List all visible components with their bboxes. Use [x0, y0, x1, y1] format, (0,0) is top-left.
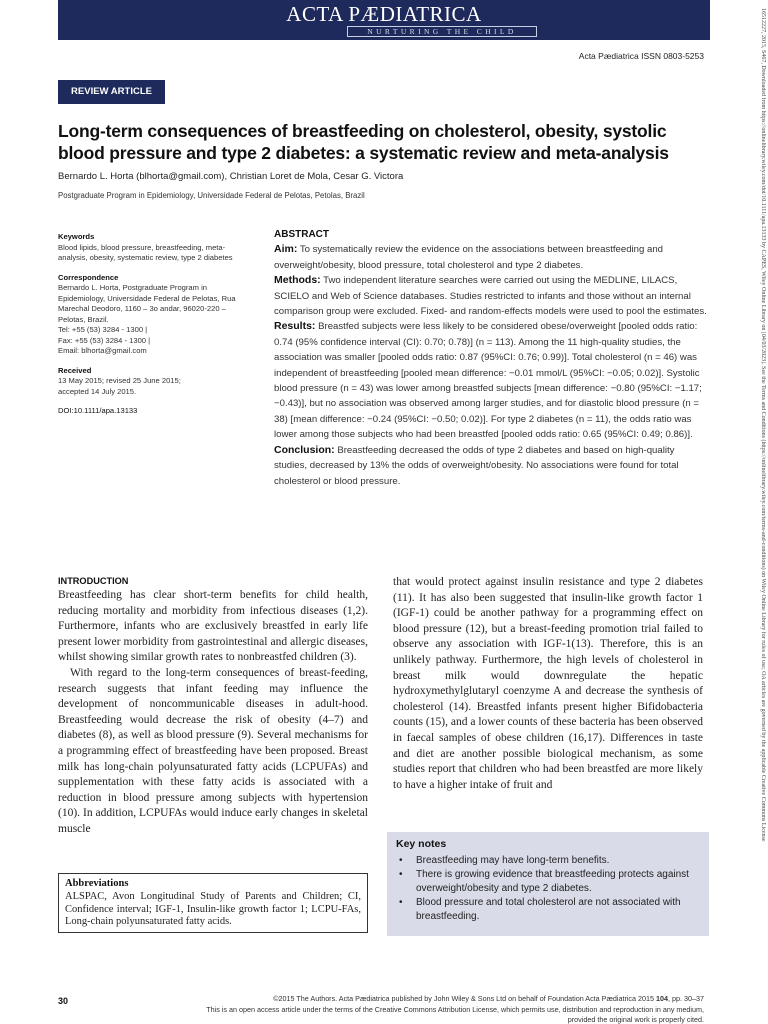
- correspondence-line: Marechal Deodoro, 1160 – 3o andar, 96020-220 –: [58, 304, 226, 313]
- article-title: [58, 120, 710, 164]
- volume-number: 104: [656, 994, 669, 1003]
- bullet-icon: •: [399, 855, 403, 866]
- key-note-text: Blood pressure and total cholesterol are not associated with breastfeeding.: [416, 897, 681, 922]
- title-line-1: Long-term consequences of breastfeeding on cholesterol, obesity, systolic: [58, 121, 667, 141]
- title-line-2: blood pressure and type 2 diabetes: a systematic review and meta-analysis: [58, 143, 669, 163]
- footer-copyright-text: ©2015 The Authors. Acta Pædiatrica published by John Wiley & Sons Ltd on behalf of Foundation Acta Pædiatrica 2015: [273, 994, 657, 1003]
- aim-label: Aim:: [274, 243, 298, 256]
- abstract-heading: ABSTRACT: [274, 229, 329, 240]
- download-notice-strip: [758, 8, 766, 1018]
- received-line: accepted 14 July 2015.: [58, 386, 137, 396]
- footer-line-1: [114, 994, 704, 1005]
- abbreviations-box: [58, 873, 368, 933]
- abstract-methods: [274, 273, 710, 319]
- page-number: 30: [58, 996, 69, 1006]
- key-note-item: [396, 896, 700, 924]
- key-note-text: There is growing evidence that breastfeeding protects against overweight/obesity and type 2 diabetes.: [416, 869, 689, 894]
- article-type-badge: REVIEW ARTICLE: [58, 80, 165, 104]
- author-affiliation: Postgraduate Program in Epidemiology, Universidade Federal de Pelotas, Petolas, Brazil: [58, 191, 365, 200]
- abbreviations-heading: Abbreviations: [65, 878, 129, 889]
- article-sidebar: [58, 232, 256, 417]
- methods-text: Two independent literature searches were carried out using the MEDLINE, LILACS, SCIELO and Web of Science databases. Studies restricted to infants and those without an internal comparison group were excluded. Fixed- and random-effects models were used to pool the estimates.: [274, 275, 707, 318]
- key-note-text: Breastfeeding may have long-term benefits.: [416, 855, 610, 866]
- body-paragraph: Breastfeeding has clear short-term benefits for child health, reducing mortality and morbidity from infectious diseases (1,2). Furthermore, infants who are exclusively breastfed in early life present lower morbidity from gastrointestinal and allergic diseases, whilst showing similar growth rates to nonbreastfed children (3).: [58, 589, 368, 664]
- results-label: Results:: [274, 320, 316, 333]
- received-heading: Received: [58, 365, 92, 375]
- journal-name: ACTA PÆDIATRICA: [286, 2, 482, 26]
- body-paragraph: that would protect against insulin resistance and type 2 diabetes (11). It has also been suggested that insulin-like growth factor 1 (IGF-1) could be another pathway for a programming effect on blood pressure (12), but a breast-feeding promotion trial failed to observe any association with IGF-1(13). Therefore, this is an unlikely pathway. Furthermore, the high levels of cholesterol in breast milk would downregulate the hepatic hydroxymethylglutaryl coenzyme A and decrease the synthesis of cholesterol (14). Breastfed infants present higher Bifidobacteria counts (15), and a lower counts of these bacteria has been observed in faecal samples of obese children (16,17). Differences in taste and diet are another possible biological mechanism, as some studies report that children who had been breastfed are more likely to have a higher intake of fruit and: [393, 576, 703, 791]
- keywords-line: analysis, obesity, systematic review, type 2 diabetes: [58, 253, 233, 262]
- footer-pages: , pp. 30–37: [668, 994, 704, 1003]
- tagline-box: [347, 26, 537, 37]
- results-text: Breastfed subjects were less likely to be considered obese/overweight [pooled odds ratio: 0.74 (95% confidence interval (CI): 0.70; 0.78)] (n = 113). Among the 11 high-quality studies, the association was smaller [pooled odds ratio: 0.87 (95%CI: 0.76; 0.99)]. Total cholesterol (n = 46) was independent of breastfeeding [pooled mean difference: −0.01 mmol/L (95%CI: −0.05; 0.02)]. Systolic blood pressure (n = 43) was lower among breastfed subjects [mean difference: −0.80 (95%CI: −1.17; −0.43)], but no association was observed among larger studies, and for diastolic blood pressure (n = 38) [mean difference: −0.24 (95%CI: −0.50; 0.02)]. For type 2 diabetes (n = 11), the odds ratio was lower among those subjects who had been breastfed [pooled odds ratio: 0.65 (95%CI: 0.49; 0.86)].: [274, 321, 702, 441]
- abstract-conclusion: [274, 443, 710, 489]
- abstract-aim: [274, 242, 710, 273]
- introduction-heading: INTRODUCTION: [58, 576, 129, 586]
- download-notice-text: 16512227, 2015, S467, Downloaded from https://onlinelibrary.wiley.com/doi/10.1111/apa.13133 by CAPES, Wiley Online Library on [04/03/2023]. See the Terms and Conditions (https://onlinelibrary.wiley.com/terms-and-conditions) on Wiley Online Library for rules of use; OA articles are governed by the applicable Creative Commons License: [760, 8, 766, 842]
- journal-tagline: NURTURING THE CHILD: [367, 27, 517, 36]
- correspondence-line: Epidemiology, Universidade Federal de Pelotas, Rua: [58, 293, 236, 303]
- doi-link[interactable]: DOI:10.1111/apa.13133: [58, 406, 138, 415]
- conclusion-text: Breastfeeding decreased the odds of type 2 diabetes and based on high-quality studies, decreased by 13% the odds of overweight/obesity. No associations were found for total cholesterol or blood pressure.: [274, 444, 679, 487]
- correspondence-line: Bernardo L. Horta, Postgraduate Program in: [58, 283, 208, 292]
- abbreviations-text: ALSPAC, Avon Longitudinal Study of Parents and Children; CI, Confidence interval; IGF-1, Insulin-like growth factor 1; LCPU-FAs, Long-chain polyunsaturated fatty acids.: [65, 890, 361, 928]
- journal-masthead: [58, 0, 710, 40]
- correspondence-line: Fax: +55 (53) 3284 - 1300 |: [58, 335, 151, 345]
- keywords-line: Blood lipids, blood pressure, breastfeeding, meta-: [58, 242, 226, 252]
- key-note-item: [396, 854, 700, 868]
- keywords-heading: Keywords: [58, 232, 95, 241]
- abstract-section: [274, 227, 710, 489]
- correspondence-line: Tel: +55 (53) 3284 - 1300 |: [58, 325, 148, 334]
- key-notes-box: [387, 832, 709, 936]
- key-notes-heading: Key notes: [396, 838, 447, 850]
- body-paragraph: With regard to the long-term consequences of breast-feeding, research suggests that infant feeding may influence the development of noncommunicable diseases in adult-hood. Breastfeeding would decrease the risk of obesity (4–7) and diabetes (8), as well as blood pressure (9). Several mechanisms for a programming effect of breastfeeding have been proposed. Breast milk has long-chain polyunsaturated fatty acids (LCPUFAs) and supplementation with these fatty acids is associated with a reduction in blood pressure among subjects with hypertension (10). In addition, LCPUFAs would induce early changes in skeletal muscle: [58, 666, 368, 835]
- key-note-item: [396, 868, 700, 896]
- received-line: 13 May 2015; revised 25 June 2015;: [58, 376, 181, 385]
- footer-line-3: provided the original work is properly cited.: [567, 1015, 704, 1024]
- aim-text: To systematically review the evidence on the associations between breastfeeding and overweight/obesity, blood pressure, total cholesterol and type 2 diabetes.: [274, 244, 664, 271]
- bullet-icon: •: [399, 897, 403, 908]
- body-column-right: [393, 575, 703, 793]
- correspondence-line: Pelotas, Brazil.: [58, 314, 109, 324]
- abstract-results: [274, 319, 710, 442]
- methods-label: Methods:: [274, 274, 321, 287]
- conclusion-label: Conclusion:: [274, 443, 335, 456]
- body-column-left: [58, 575, 368, 838]
- correspondence-email[interactable]: Email: blhorta@gmail.com: [58, 346, 147, 355]
- bullet-icon: •: [399, 869, 403, 880]
- footer-line-2: This is an open access article under the terms of the Creative Commons Attribution License, which permits use, distribution and reproduction in any medium,: [206, 1004, 704, 1014]
- issn-label: Acta Pædiatrica ISSN 0803-5253: [578, 51, 704, 61]
- correspondence-heading: Correspondence: [58, 272, 119, 282]
- author-list: Bernardo L. Horta (blhorta@gmail.com), Christian Loret de Mola, Cesar G. Victora: [58, 171, 404, 182]
- copyright-footer: [114, 994, 704, 1024]
